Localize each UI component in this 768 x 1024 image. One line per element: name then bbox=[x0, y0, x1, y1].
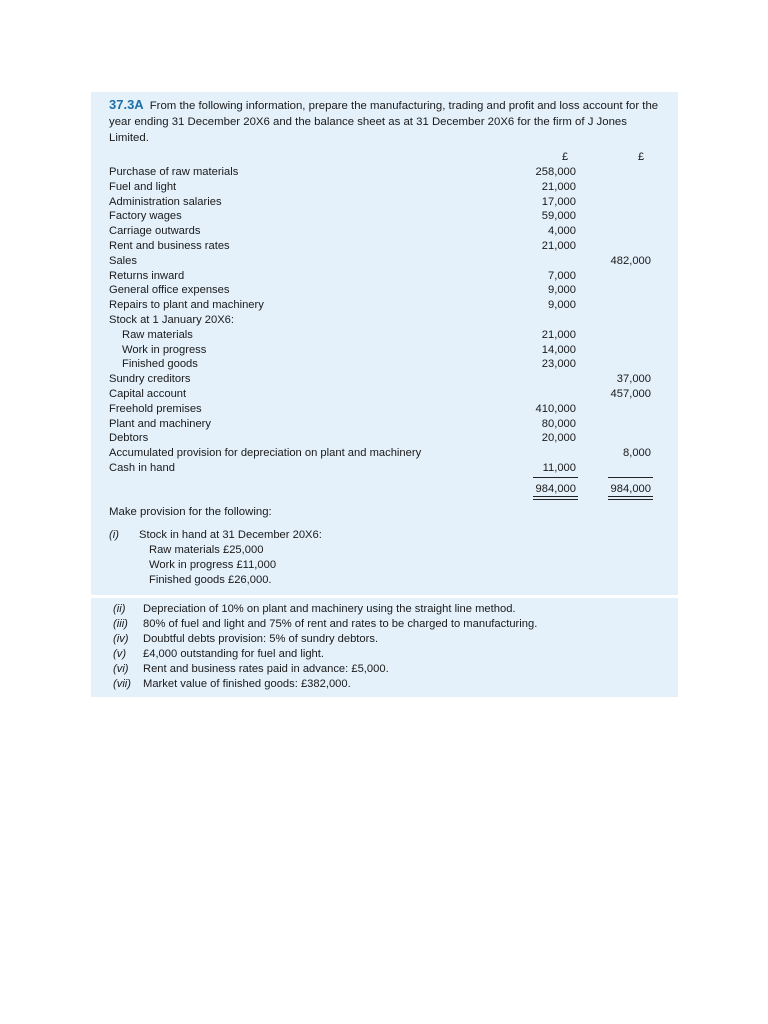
row-value-col-1: 59,000 bbox=[541, 210, 576, 223]
provision-text: Stock in hand at 31 December 20X6: bbox=[139, 529, 322, 541]
provision-item bbox=[113, 662, 389, 677]
row-value-col-1: 9,000 bbox=[548, 284, 576, 297]
table-row bbox=[0, 269, 768, 284]
row-label: Debtors bbox=[109, 432, 149, 445]
row-label: Finished goods bbox=[122, 358, 198, 371]
table-row bbox=[0, 209, 768, 224]
provision-number: (i) bbox=[109, 529, 119, 541]
row-value-col-1: 9,000 bbox=[548, 299, 576, 312]
table-row bbox=[0, 328, 768, 343]
row-label: General office expenses bbox=[109, 284, 230, 297]
row-value-col-2: 37,000 bbox=[616, 373, 651, 386]
table-row bbox=[0, 357, 768, 372]
row-value-col-1: 258,000 bbox=[535, 166, 576, 178]
row-value-col-1: 4,000 bbox=[548, 225, 576, 238]
provision-text: Rent and business rates paid in advance: £5,000. bbox=[143, 663, 389, 675]
table-row bbox=[0, 165, 768, 180]
provision-text: 80% of fuel and light and 75% of rent and rates to be charged to manufacturing. bbox=[143, 618, 538, 630]
table-row bbox=[0, 417, 768, 432]
row-value-col-1: 80,000 bbox=[541, 417, 576, 430]
provision-item bbox=[113, 617, 537, 632]
table-row bbox=[0, 461, 768, 476]
total-rule-1b bbox=[533, 499, 578, 500]
row-label: Capital account bbox=[109, 388, 187, 400]
subtotal-rule-2 bbox=[608, 477, 653, 478]
table-row bbox=[0, 343, 768, 358]
row-label: Raw materials bbox=[122, 328, 193, 341]
provision-subline: Raw materials £25,000 bbox=[149, 544, 264, 556]
provision-item bbox=[113, 632, 378, 647]
row-value-col-1: 14,000 bbox=[541, 343, 576, 356]
row-value-col-2: 8,000 bbox=[623, 447, 651, 460]
table-row bbox=[0, 402, 768, 417]
provision-number: (iv) bbox=[113, 633, 129, 645]
provision-text: Market value of finished goods: £382,000. bbox=[143, 678, 351, 690]
row-label: Plant and machinery bbox=[109, 417, 211, 430]
total-rule-2b bbox=[608, 499, 653, 500]
row-label: Carriage outwards bbox=[109, 225, 201, 238]
provision-text: £4,000 outstanding for fuel and light. bbox=[143, 648, 324, 660]
provision-subline: Finished goods £26,000. bbox=[149, 574, 272, 586]
question-text: From the following information, prepare the manufacturing, trading and profit and loss account for the year ending 31 December 20X6 and the balance sheet as at 31 December 20X6 for the firm of J Jones Limited. bbox=[109, 100, 659, 144]
row-value-col-2: 457,000 bbox=[610, 388, 651, 400]
provisions-title: Make provision for the following: bbox=[109, 506, 272, 518]
row-label: Sundry creditors bbox=[109, 373, 191, 386]
row-value-col-2: 482,000 bbox=[610, 254, 651, 267]
row-label: Purchase of raw materials bbox=[109, 166, 239, 178]
row-label: Sales bbox=[109, 254, 137, 267]
row-value-col-1: 21,000 bbox=[541, 328, 576, 341]
row-value-col-1: 7,000 bbox=[548, 269, 576, 282]
subtotal-rule-1 bbox=[533, 477, 578, 478]
row-value-col-1: 20,000 bbox=[541, 432, 576, 445]
provision-item bbox=[109, 528, 322, 543]
row-label: Accumulated provision for depreciation on plant and machinery bbox=[109, 447, 422, 460]
question-heading bbox=[109, 97, 664, 146]
provision-text: Depreciation of 10% on plant and machinery using the straight line method. bbox=[143, 603, 516, 615]
table-row bbox=[0, 313, 768, 328]
total-rule-1a bbox=[533, 496, 578, 497]
table-row bbox=[0, 446, 768, 461]
row-label: Freehold premises bbox=[109, 402, 202, 415]
row-label: Rent and business rates bbox=[109, 240, 230, 252]
row-label: Cash in hand bbox=[109, 462, 175, 474]
row-value-col-1: 17,000 bbox=[541, 195, 576, 208]
row-value-col-1: 21,000 bbox=[541, 240, 576, 252]
row-value-col-1: 11,000 bbox=[542, 462, 576, 474]
row-label: Stock at 1 January 20X6: bbox=[109, 314, 235, 326]
row-label: Repairs to plant and machinery bbox=[109, 299, 264, 312]
total-rule-2a bbox=[608, 496, 653, 497]
table-row bbox=[0, 372, 768, 387]
total-col-1: 984,000 bbox=[535, 483, 576, 495]
table-row bbox=[0, 180, 768, 195]
row-label: Work in progress bbox=[122, 343, 207, 356]
provision-item bbox=[113, 647, 324, 662]
table-row bbox=[0, 431, 768, 446]
provision-number: (vii) bbox=[113, 678, 132, 690]
table-row bbox=[0, 224, 768, 239]
table-row bbox=[0, 283, 768, 298]
table-row bbox=[0, 298, 768, 313]
provision-number: (v) bbox=[113, 648, 127, 660]
provision-number: (vi) bbox=[113, 663, 129, 675]
row-value-col-1: 21,000 bbox=[541, 180, 576, 193]
provision-number: (iii) bbox=[113, 618, 128, 630]
row-value-col-1: 410,000 bbox=[535, 402, 576, 415]
total-col-2: 984,000 bbox=[610, 483, 651, 495]
row-value-col-1: 23,000 bbox=[541, 358, 576, 371]
row-label: Fuel and light bbox=[109, 180, 177, 193]
row-label: Administration salaries bbox=[109, 195, 222, 208]
table-row bbox=[0, 387, 768, 402]
provision-subline: Work in progress £11,000 bbox=[149, 559, 277, 571]
row-label: Factory wages bbox=[109, 210, 182, 223]
totals-row bbox=[0, 482, 768, 497]
column-header-2: £ bbox=[638, 151, 645, 163]
table-row bbox=[0, 254, 768, 269]
provision-text: Doubtful debts provision: 5% of sundry debtors. bbox=[143, 633, 379, 645]
table-row bbox=[0, 239, 768, 254]
provision-item bbox=[113, 602, 516, 617]
column-header-1: £ bbox=[562, 151, 569, 163]
row-label: Returns inward bbox=[109, 269, 185, 282]
provision-number: (ii) bbox=[113, 603, 126, 615]
table-row bbox=[0, 195, 768, 210]
provision-item bbox=[113, 677, 351, 692]
question-number: 37.3A bbox=[109, 97, 144, 112]
